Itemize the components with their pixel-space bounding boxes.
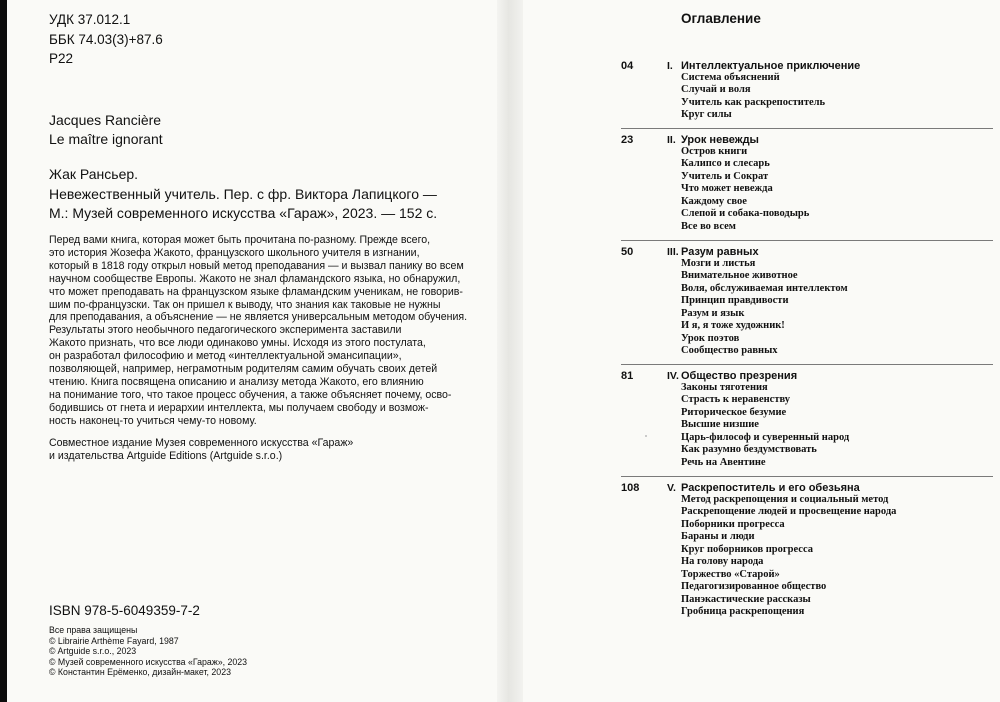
toc-chapter: Поборники прогресса [681,518,785,530]
biblio-line: М.: Музей современного искусства «Гараж», 2023. — 152 с. [49,205,438,221]
toc-page-number: 81 [621,370,634,382]
publisher-note-line: и издательства Artguide Editions (Artguide s.r.o.) [49,449,283,462]
toc-chapter: Торжество «Старой» [681,568,780,580]
publisher-note-line: Совместное издание Музея современного искусства «Гараж» [49,437,354,449]
annotation-line: чтению. Книга посвящена описанию и анализу метода Жакото, его влиянию [49,375,424,388]
annotation-line: что может преподавать на французском языке фламандским ученикам, не говорив- [49,285,463,298]
toc-chapter: И я, я тоже художник! [681,320,785,331]
toc-chapter: Законы тяготения [681,381,768,393]
toc-chapter: Что может невежда [681,183,773,194]
toc-page-number: 23 [621,134,634,146]
author-mark: Р22 [49,51,74,66]
toc-chapter: Воля, обслуживаемая интеллектом [681,282,848,294]
toc-chapter: Речь на Авентине [681,456,766,468]
annotation-line: бодившись от гнета и иерархии интеллекта, мы получаем свободу и возмож- [49,401,429,414]
toc-section-title: Разум равных [681,246,759,258]
toc-chapter: Все во всем [681,220,736,232]
paper-speck [645,435,647,437]
toc-chapter-list [681,72,825,122]
toc-chapter: Каждому свое [681,195,747,207]
toc-chapter: Царь-философ и суверенный народ [681,431,850,443]
toc-chapter: Как разумно бездумствовать [681,444,817,455]
toc-chapter-list [681,146,809,234]
toc-page-number: 50 [621,246,634,258]
toc-section-title: Урок невежды [681,134,759,146]
original-edition [49,111,163,149]
toc-chapter: Принцип правдивости [681,295,789,306]
toc-chapter: Раскрепощение людей и просвещение народа [681,506,897,517]
toc-chapter: Мозги и листья [681,257,756,269]
toc-chapter: Урок поэтов [681,332,740,344]
annotation-line: Перед вами книга, которая может быть прочитана по-разному. Прежде всего, [49,234,431,246]
annotation-line: который в 1818 году открыл новый метод преподавания — и вызвал панику во всем [49,259,464,272]
toc-chapter: Страсть к неравенству [681,394,791,405]
toc-chapter: Риторическое безумие [681,406,787,418]
publisher-note [49,437,353,463]
toc-page-number: 04 [621,60,634,72]
toc-section-numeral: II. [667,134,676,146]
toc-chapter: Разум и язык [681,307,745,319]
toc-chapter: Сообщество равных [681,345,778,356]
toc-chapter: Система объяснений [681,71,780,83]
annotation-line: позволяющей, например, неграмотным родителям самим обучать своих детей [49,363,438,376]
annotation-line: шим по-французски. Так он пришел к выводу, что знания как таковые не нужны [49,298,441,311]
toc-chapter: Учитель и Сократ [681,170,769,182]
toc-section-title: Общество презрения [681,370,798,382]
copyright-line: © Музей современного искусства «Гараж», 2023 [49,656,248,667]
copyright-line: © Librairie Arthème Fayard, 1987 [49,635,179,646]
annotation-line: ность наконец-то учиться чему-то новому. [49,414,257,427]
toc-page-number: 108 [621,482,640,494]
toc-chapter-list [681,382,849,470]
section-divider [621,364,993,365]
toc-chapter: Гробница раскрепощения [681,606,805,617]
toc-chapter: Случай и воля [681,84,751,95]
classification-codes [49,10,163,69]
annotation [49,234,489,428]
toc-section-title: Раскрепоститель и его обезьяна [681,482,860,494]
toc-chapter-list [681,494,896,619]
toc-section-numeral: I. [667,60,673,72]
toc-chapter: Калипсо и слесарь [681,158,770,169]
biblio-line: Жак Рансьер. [49,166,139,182]
page-gutter [497,0,523,702]
toc-chapter: Высшие низшие [681,419,759,430]
toc-chapter: Круг силы [681,109,732,120]
bibliographic-record [49,165,437,224]
left-page [7,0,497,702]
annotation-line: на понимание того, что такое процесс обучения, а также объясняет почему, осво- [49,388,452,401]
toc-chapter: Слепой и собака-поводырь [681,208,810,219]
annotation-line: для преподавания, а объяснение — не является универсальным методом обучения. [49,311,468,324]
toc-chapter: Педагогизированное общество [681,581,827,592]
toc-chapter: На голову народа [681,556,764,567]
copyright-block [49,625,247,678]
toc-chapter: Остров книги [681,145,748,157]
section-divider [621,476,993,477]
annotation-line: Жакото признать, что все люди одинаково умны. Исходя из этого постулата, [49,337,426,350]
copyright-line: Все права защищены [49,625,138,635]
toc-chapter: Круг поборников прогресса [681,543,813,555]
udk-code: УДК 37.012.1 [49,12,131,27]
toc-section-numeral: III. [667,246,679,258]
annotation-line: это история Жозефа Жакото, французского школьного учителя в изгнании, [49,246,420,259]
isbn: ISBN 978-5-6049359-7-2 [49,603,200,618]
biblio-line: Невежественный учитель. Пер. с фр. Виктора Лапицкого — [49,185,437,202]
toc-chapter: Метод раскрепощения и социальный метод [681,493,889,505]
book-spine-edge [0,0,7,702]
toc-chapter: Учитель как раскрепоститель [681,96,826,108]
annotation-line: он разработал философию и метод «интеллектуальной эмансипации», [49,350,402,363]
annotation-line: научном сообществе Европы. Жакото не знал фламандского языка, но обнаружил, [49,272,461,285]
toc-section-numeral: V. [667,482,676,494]
toc-chapter: Панэкастические рассказы [681,593,811,605]
bbk-code: ББК 74.03(3)+87.6 [49,31,163,47]
section-divider [621,128,993,129]
right-page [523,0,1000,702]
toc-section-title: Интеллектуальное приключение [681,60,861,72]
toc-title: Оглавление [681,11,761,26]
toc-chapter-list [681,258,848,358]
toc-section-numeral: IV. [667,370,679,382]
copyright-line: © Константин Ерёменко, дизайн-макет, 2023 [49,667,231,678]
section-divider [621,240,993,241]
toc-chapter: Внимательное животное [681,270,798,281]
original-title: Le maître ignorant [49,131,163,147]
copyright-line: © Artguide s.r.o., 2023 [49,646,137,657]
annotation-line: Результаты этого необычного педагогического эксперимента заставили [49,324,402,337]
toc-chapter: Бараны и люди [681,531,755,542]
original-author: Jacques Rancière [49,112,162,128]
